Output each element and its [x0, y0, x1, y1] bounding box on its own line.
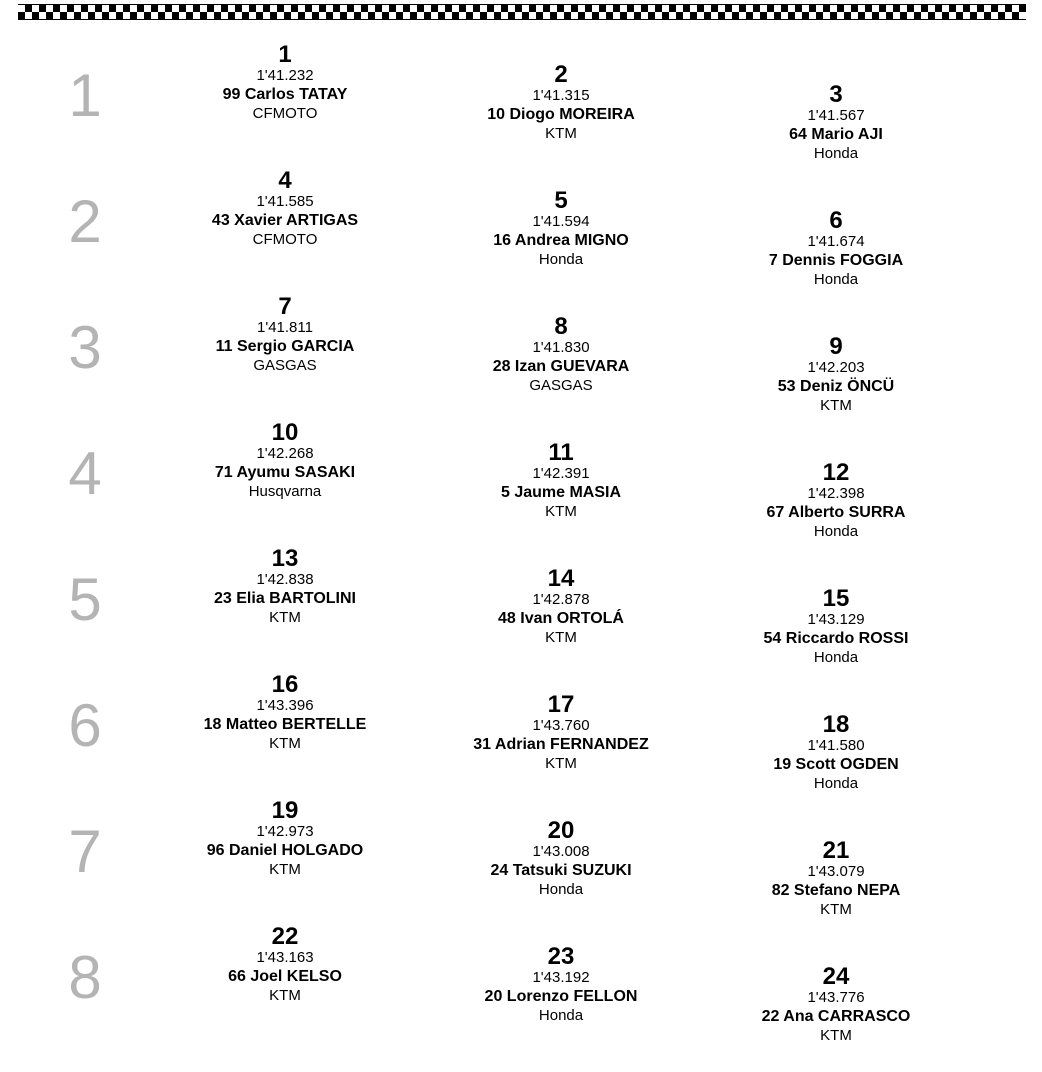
grid-row-number: 3 — [68, 314, 102, 381]
lap-time: 1'41.674 — [807, 233, 865, 250]
grid-slot — [721, 334, 951, 415]
lap-time: 1'41.585 — [256, 193, 314, 210]
grid-position: 1 — [278, 41, 292, 68]
grid-slot — [721, 460, 951, 541]
lap-time: 1'41.594 — [532, 213, 590, 230]
grid-slot — [170, 294, 400, 375]
grid-position: 6 — [829, 207, 843, 234]
rider-name: 7 Dennis FOGGIA — [768, 252, 904, 269]
lap-time: 1'42.398 — [807, 485, 865, 502]
grid-slot — [170, 798, 400, 879]
grid-position: 22 — [271, 923, 299, 950]
grid-slot — [170, 672, 400, 753]
rider-name: 48 Ivan ORTOLÁ — [498, 610, 624, 627]
rider-name: 43 Xavier ARTIGAS — [211, 212, 359, 229]
lap-time: 1'42.973 — [256, 823, 314, 840]
grid-position: 10 — [271, 419, 299, 446]
grid-slot — [170, 924, 400, 1005]
team-name: Honda — [813, 649, 859, 666]
grid-slot — [446, 566, 676, 647]
team-name: Honda — [813, 523, 859, 540]
rider-name: 23 Elia BARTOLINI — [214, 590, 356, 607]
grid-slot — [170, 42, 400, 123]
grid-slot — [446, 692, 676, 773]
grid-slot — [721, 964, 951, 1045]
rider-name: 10 Diogo MOREIRA — [487, 106, 635, 123]
rider-name: 82 Stefano NEPA — [771, 882, 901, 899]
rider-name: 20 Lorenzo FELLON — [484, 988, 638, 1005]
grid-slot — [446, 440, 676, 521]
lap-time: 1'43.396 — [256, 697, 314, 714]
lap-time: 1'41.315 — [532, 87, 590, 104]
rider-name: 54 Riccardo ROSSI — [763, 630, 909, 647]
rider-name: 22 Ana CARRASCO — [761, 1008, 911, 1025]
grid-position: 4 — [278, 167, 292, 194]
lap-time: 1'42.391 — [532, 465, 590, 482]
rider-name: 5 Jaume MASIA — [500, 484, 622, 501]
rider-name: 28 Izan GUEVARA — [492, 358, 630, 375]
grid-position: 12 — [822, 459, 850, 486]
team-name: KTM — [269, 987, 301, 1004]
grid-position: 16 — [271, 671, 299, 698]
lap-time: 1'43.008 — [532, 843, 590, 860]
rider-name: 31 Adrian FERNANDEZ — [473, 736, 649, 753]
team-name: Honda — [813, 775, 859, 792]
lap-time: 1'41.811 — [257, 319, 313, 336]
lap-time: 1'43.776 — [807, 989, 865, 1006]
grid-slot — [170, 420, 400, 501]
team-name: Honda — [538, 251, 584, 268]
grid-row-number: 4 — [68, 440, 102, 507]
grid-slot — [170, 168, 400, 249]
grid-position: 7 — [278, 293, 292, 320]
team-name: Honda — [538, 881, 584, 898]
grid-row-number: 2 — [68, 188, 102, 255]
grid-row-number: 6 — [68, 692, 102, 759]
team-name: KTM — [545, 125, 577, 142]
team-name: Honda — [813, 271, 859, 288]
team-name: KTM — [269, 861, 301, 878]
grid-position: 20 — [547, 817, 575, 844]
team-name: KTM — [820, 1027, 852, 1044]
grid-row-number: 1 — [68, 62, 102, 129]
grid-slot — [446, 62, 676, 143]
team-name: GASGAS — [253, 357, 317, 374]
team-name: KTM — [545, 629, 577, 646]
lap-time: 1'42.203 — [807, 359, 865, 376]
grid-position: 8 — [554, 313, 568, 340]
grid-position: 18 — [822, 711, 850, 738]
grid-position: 17 — [547, 691, 575, 718]
grid-slot — [721, 712, 951, 793]
grid-slot — [446, 188, 676, 269]
lap-time: 1'43.192 — [532, 969, 590, 986]
team-name: KTM — [269, 735, 301, 752]
grid-slot — [446, 818, 676, 899]
grid-position: 9 — [829, 333, 843, 360]
team-name: KTM — [545, 503, 577, 520]
lap-time: 1'41.232 — [256, 67, 314, 84]
team-name: Honda — [813, 145, 859, 162]
grid-position: 24 — [822, 963, 850, 990]
team-name: KTM — [820, 901, 852, 918]
grid-slot — [721, 82, 951, 163]
grid-position: 13 — [271, 545, 299, 572]
team-name: CFMOTO — [252, 105, 318, 122]
lap-time: 1'41.567 — [807, 107, 865, 124]
team-name: KTM — [820, 397, 852, 414]
grid-position: 14 — [547, 565, 575, 592]
grid-slot — [721, 586, 951, 667]
grid-slot — [446, 944, 676, 1025]
grid-row-number: 5 — [68, 566, 102, 633]
grid-position: 3 — [829, 81, 843, 108]
team-name: CFMOTO — [252, 231, 318, 248]
lap-time: 1'42.838 — [256, 571, 314, 588]
rider-name: 67 Alberto SURRA — [766, 504, 906, 521]
grid-row-number: 8 — [68, 944, 102, 1011]
rider-name: 64 Mario AJI — [789, 126, 883, 143]
rider-name: 66 Joel KELSO — [228, 968, 342, 985]
lap-time: 1'43.760 — [532, 717, 590, 734]
lap-time: 1'43.079 — [807, 863, 865, 880]
grid-position: 15 — [822, 585, 850, 612]
rider-name: 11 Sergio GARCIA — [215, 338, 355, 355]
lap-time: 1'43.163 — [256, 949, 314, 966]
rider-name: 24 Tatsuki SUZUKI — [490, 862, 632, 879]
grid-position: 2 — [554, 61, 568, 88]
grid-row-number: 7 — [68, 818, 102, 885]
grid-slot — [721, 208, 951, 289]
grid-position: 23 — [547, 943, 575, 970]
team-name: GASGAS — [529, 377, 593, 394]
lap-time: 1'42.268 — [256, 445, 314, 462]
grid-position: 21 — [822, 837, 850, 864]
rider-name: 19 Scott OGDEN — [773, 756, 899, 773]
grid-slot — [446, 314, 676, 395]
rider-name: 16 Andrea MIGNO — [493, 232, 629, 249]
team-name: KTM — [269, 609, 301, 626]
team-name: Husqvarna — [248, 483, 322, 500]
grid-slot — [170, 546, 400, 627]
rider-name: 71 Ayumu SASAKI — [214, 464, 356, 481]
grid-position: 19 — [271, 797, 299, 824]
lap-time: 1'42.878 — [532, 591, 590, 608]
grid-position: 5 — [554, 187, 568, 214]
rider-name: 53 Deniz ÖNCÜ — [777, 378, 895, 395]
lap-time: 1'41.830 — [532, 339, 590, 356]
lap-time: 1'41.580 — [807, 737, 865, 754]
lap-time: 1'43.129 — [807, 611, 865, 628]
rider-name: 99 Carlos TATAY — [222, 86, 348, 103]
rider-name: 18 Matteo BERTELLE — [203, 716, 367, 733]
grid-position: 11 — [548, 439, 574, 466]
rider-name: 96 Daniel HOLGADO — [206, 842, 364, 859]
grid-slot — [721, 838, 951, 919]
team-name: KTM — [545, 755, 577, 772]
team-name: Honda — [538, 1007, 584, 1024]
